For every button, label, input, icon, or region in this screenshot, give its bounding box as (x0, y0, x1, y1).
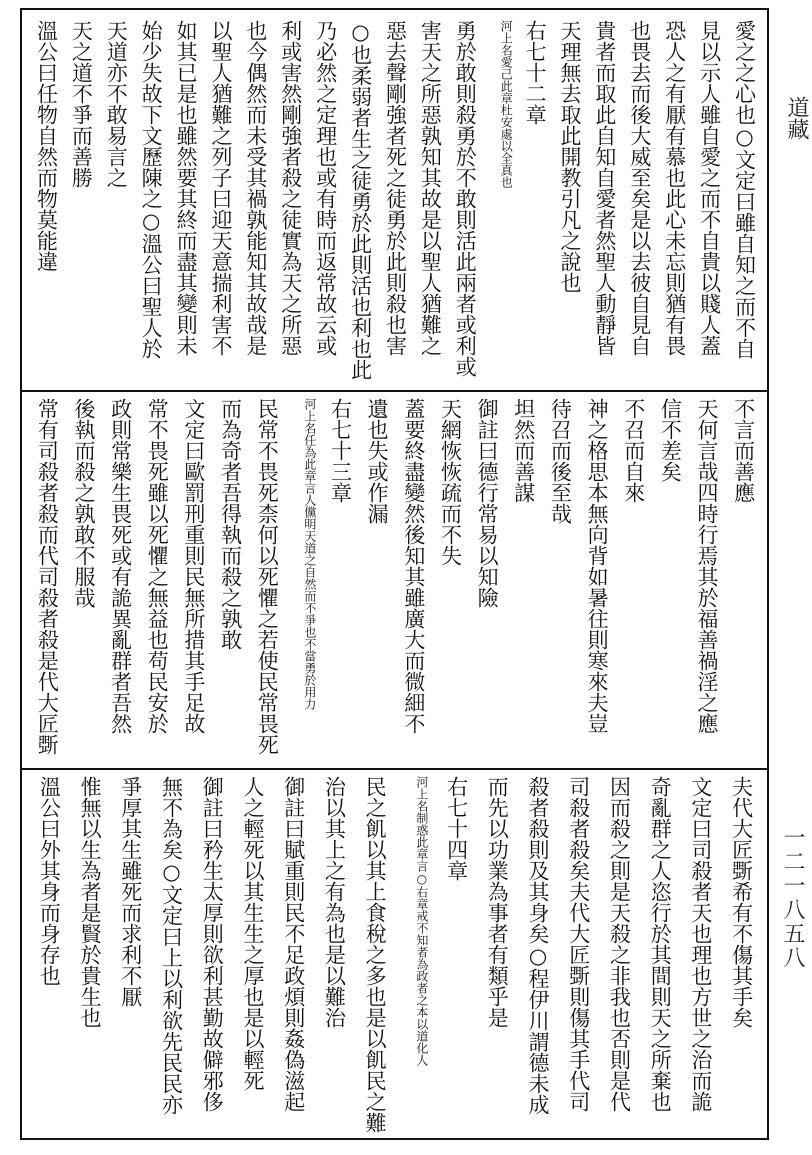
text-column: 御註曰矜生太厚則欲利甚勤故僻邪侈 (200, 776, 225, 1112)
commentary-note-column: 河上名任為此章言人儻明天道之自然而不爭也不當勇於用力 (302, 398, 317, 710)
section-divider-bottom (20, 768, 769, 770)
text-column: 勇於敢則殺勇於不敢則活此兩者或利或 (453, 20, 478, 377)
text-column: 恐人之有厭有慕也此心未忘則猶有畏 (662, 20, 687, 356)
text-column: 右七十三章 (328, 398, 353, 503)
text-column: 也畏去而後大威至矣是以去彼自見自 (627, 20, 652, 356)
commentary-note-column: 河上名制惑此章言○右章戒不知者為政者之本以道化人 (414, 776, 429, 1066)
text-column: 右七十四章 (444, 776, 469, 881)
text-column: 而為奇者吾得執而殺之孰敢 (218, 398, 243, 650)
side-label-daozang: 道藏 (784, 96, 809, 140)
text-column: 乃必然之定理也或有時而返常故云或 (313, 20, 338, 356)
text-column: 爭厚其生雖死而求利不厭 (118, 776, 143, 1007)
text-column: 神之格思本無向背如暑往則寒來夫豈 (585, 398, 610, 734)
text-column: 常有司殺者殺而代司殺者殺是代大匠斲 (35, 398, 60, 755)
text-column: 夫代大匠斲希有不傷其手矣 (729, 776, 754, 1028)
text-column: 政則常樂生畏死或有詭異亂群者吾然 (108, 398, 133, 734)
text-column: 利或害然剛強者殺之徒實為天之所惡 (278, 20, 303, 356)
text-column: 天之道不爭而善勝 (69, 20, 94, 188)
text-column: 常不畏死雖以死懼之無益也苟民安於 (145, 398, 170, 734)
text-column: 民之飢以其上食稅之多也是以飢民之難 (363, 776, 388, 1133)
text-column: 無不為矣○文定曰上以利欲先民民亦 (159, 776, 184, 1115)
text-column: 御註曰賦重則民不足政煩則姦偽滋起 (281, 776, 306, 1112)
text-column: 治以其上之有為也是以難治 (322, 776, 347, 1028)
text-panel-top (28, 20, 761, 386)
text-column: 司殺者殺矣夫代大匠斲則傷其手代司 (566, 776, 591, 1112)
text-column: 害天之所惡孰知其故是以聖人猶難之 (418, 20, 443, 356)
text-column: 文定曰司殺者天也理也方世之治而詭 (688, 776, 713, 1112)
text-panel-middle (28, 398, 761, 764)
text-column: 而先以功業為事者有類乎是 (485, 776, 510, 1028)
text-column: 御註曰德行常易以知險 (475, 398, 500, 608)
text-column: 因而殺之則是天殺之非我也否則是代 (607, 776, 632, 1112)
folio-page-number: 一二一八五八 (780, 826, 805, 970)
text-column: 民常不畏死柰何以死懼之若使民常畏死 (255, 398, 280, 755)
text-column: 天網恢恢疏而不失 (438, 398, 463, 566)
text-column: ○也柔弱者生之徒勇於此則活也利也此 (348, 20, 373, 380)
text-column: 天理無去取此開教引凡之說也 (558, 20, 583, 293)
text-column: 惡去聲剛強者死之徒勇於此則殺也害 (383, 20, 408, 356)
text-column: 殺者殺則及其身矣○程伊川謂德未成 (526, 776, 551, 1115)
text-column: 惟無以生為者是賢於貴生也 (78, 776, 103, 1028)
text-column: 右七十二章 (523, 20, 548, 125)
text-column: 也今偶然而未受其禍孰能知其故哉是 (243, 20, 268, 356)
text-column: 文定曰歐罰刑重則民無所措其手足故 (181, 398, 206, 734)
text-column: 待召而後至哉 (548, 398, 573, 524)
text-column: 蓋要終盡變然後知其雖廣大而微細不 (401, 398, 426, 734)
text-column: 見以示人雖自愛之而不自貴以賤人蓋 (697, 20, 722, 356)
text-column: 天道亦不敢易言之 (104, 20, 129, 188)
text-column: 不言而善應 (731, 398, 756, 503)
text-column: 愛之之心也○文定曰雖自知之而不自 (732, 20, 757, 359)
text-column: 始少失故下文歷陳之○溫公曰聖人於 (139, 20, 164, 359)
text-column: 後執而殺之孰敢不服哉 (71, 398, 96, 608)
text-column: 遺也失或作漏 (365, 398, 390, 524)
text-panel-bottom (28, 776, 761, 1136)
text-column: 天何言哉四時行焉其於福善禍淫之應 (695, 398, 720, 734)
text-column: 溫公曰任物自然而物莫能違 (34, 20, 59, 272)
text-column: 貴者而取此自知自愛者然聖人動靜皆 (592, 20, 617, 356)
text-column: 信不差矣 (658, 398, 683, 482)
section-divider-top (20, 390, 769, 392)
text-column: 奇亂群之人恣行於其間則天之所棄也 (648, 776, 673, 1112)
text-column: 溫公曰外其身而身存也 (37, 776, 62, 986)
text-column: 不召而自來 (621, 398, 646, 503)
text-column: 坦然而善謀 (511, 398, 536, 503)
text-column: 如其已是也雖然要其終而盡其變則未 (174, 20, 199, 356)
commentary-note-column: 河上名愛己此章杜安處以全真也 (499, 20, 514, 188)
text-column: 以聖人猶難之列子曰迎天意揣利害不 (208, 20, 233, 356)
text-column: 人之輕死以其生生之厚也是以輕死 (240, 776, 265, 1091)
